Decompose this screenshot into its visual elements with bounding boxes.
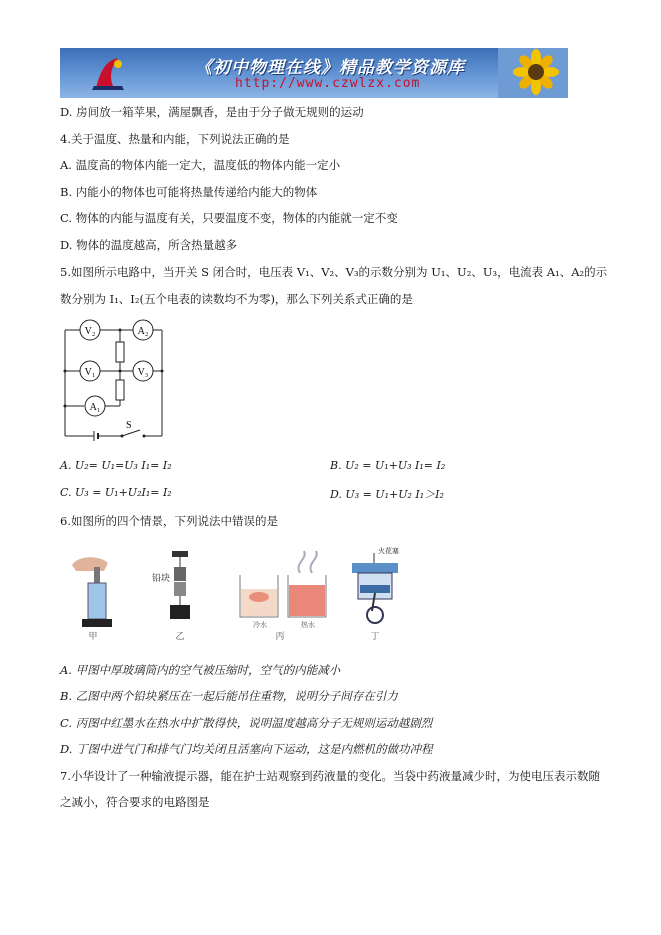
meter-label-a1: A₁ [89, 402, 101, 413]
q6-four-scenes-figure [60, 545, 410, 645]
voltmeter-v1-icon [80, 361, 100, 381]
q4-option-d: D. 物体的温度越高，所含热量越多 [60, 238, 238, 252]
q4-option-a: A. 温度高的物体内能一定大，温度低的物体内能一定小 [60, 158, 341, 172]
site-logo-icon [88, 54, 128, 94]
q6-option-d: D. 丁图中进气门和排气门均关闭且活塞向下运动，这是内燃机的做功冲程 [60, 742, 433, 756]
q6-option-a: A. 甲图中厚玻璃筒内的空气被压缩时，空气的内能减小 [60, 663, 341, 677]
caption-ding: 丁 [370, 632, 380, 642]
sunflower-icon [498, 48, 568, 98]
q7-stem-line1: 7.小华设计了一种输液提示器，能在护士站观察到药液量的变化。当袋中药液量减少时，为使电压表示数随 [60, 769, 600, 783]
label-spark-plug: 火花塞 [378, 547, 399, 555]
voltmeter-v3-icon [133, 361, 153, 381]
q5-stem-line1: 5.如图所示电路中，当开关 S 闭合时，电压表 V₁、V₂、V₃的示数分别为 U₁、U₂、U₃，电流表 A₁、A₂的示 [60, 265, 608, 279]
q5-stem-line2: 数分别为 I₁、I₂(五个电表的读数均不为零)，那么下列关系式正确的是 [60, 292, 413, 306]
label-lead-block: 铅块 [152, 574, 171, 584]
switch-label: S [126, 420, 132, 431]
q4-option-b: B. 内能小的物体也可能将热量传递给内能大的物体 [60, 185, 318, 199]
caption-yi: 乙 [175, 632, 185, 642]
glass-cylinder-icon [72, 557, 112, 627]
voltmeter-v2-icon [80, 320, 100, 340]
engine-cylinder-icon [352, 553, 398, 623]
ammeter-a2-icon [133, 320, 153, 340]
lead-blocks-icon [170, 551, 190, 619]
label-hot-water: 热水 [301, 621, 315, 629]
q5-option-d: D. U₃ = U₁+U₂ I₁＞I₂ [330, 488, 444, 501]
q3-option-d: D. 房间放一箱苹果，满屋飘香，是由于分子做无规则的运动 [60, 105, 364, 119]
q6-stem: 6.如图所的四个情景，下列说法中错误的是 [60, 514, 278, 528]
meter-label-a2: A₂ [137, 326, 149, 337]
q5-option-a: A. U₂= U₁=U₃ I₁= I₂ [60, 459, 172, 472]
ammeter-a1-icon [85, 396, 105, 416]
q6-option-c: C. 丙图中红墨水在热水中扩散得快，说明温度越高分子无规则运动越剧烈 [60, 716, 433, 730]
q4-stem: 4.关于温度、热量和内能，下列说法正确的是 [60, 132, 290, 146]
caption-bing: 丙 [275, 632, 285, 642]
caption-jia: 甲 [88, 632, 98, 642]
label-cold-water: 冷水 [253, 621, 267, 629]
beakers-diffusion-icon [240, 551, 326, 617]
meter-label-v3: V₃ [137, 367, 149, 378]
header-banner [60, 48, 568, 98]
q6-option-b: B. 乙图中两个铅块紧压在一起后能吊住重物，说明分子间存在引力 [60, 689, 398, 703]
banner-title: 《初中物理在线》精品教学资源库 [195, 58, 465, 78]
q4-option-c: C. 物体的内能与温度有关，只要温度不变，物体的内能就一定不变 [60, 211, 398, 225]
meter-label-v1: V₁ [84, 367, 96, 378]
meter-label-v2: V₂ [84, 326, 96, 337]
q5-circuit-diagram [60, 318, 170, 442]
q7-stem-line2: 之减小，符合要求的电路图是 [60, 795, 210, 809]
q5-option-c: C. U₃ = U₁+U₂I₁= I₂ [60, 486, 172, 499]
banner-url: http://www.czwlzx.com [235, 76, 421, 91]
q5-option-b: B. U₂ = U₁+U₃ I₁= I₂ [330, 459, 446, 472]
